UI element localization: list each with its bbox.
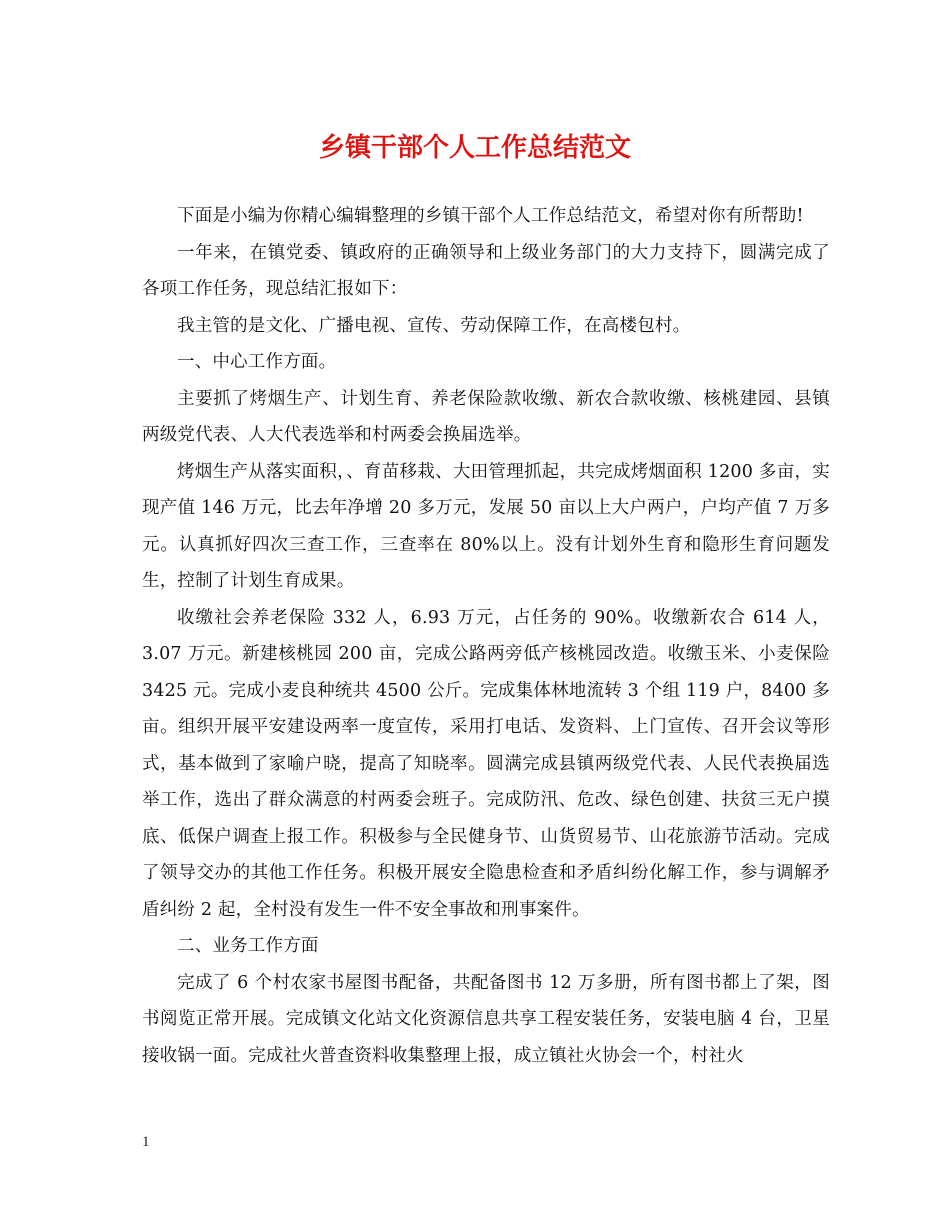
paragraph-main-tasks: 主要抓了烤烟生产、计划生育、养老保险款收缴、新农合款收缴、核桃建园、县镇两级党代表、人大代表选举和村两委会换届选举。 bbox=[142, 388, 830, 445]
paragraph-tobacco-production: 烤烟生产从落实面积，、育苗移栽、大田管理抓起，共完成烤烟面积 1200 多亩，实现产值 146 万元，比去年净增 20 多万元，发展 50 亩以上大户两户，户均产值 7 万多元。认真抓好四次三查工作，三查率在 80%以上。没有计划外生育和隐形生育问题发生，控制了计划生育成果。 bbox=[142, 461, 830, 591]
paragraph-insurance-and-projects: 收缴社会养老保险 332 人，6.93 万元，占任务的 90%。收缴新农合 614 人，3.07 万元。新建核桃园 200 亩，完成公路两旁低产核桃园改造。收缴玉米、小麦保险 3425 元。完成小麦良种统共 4500 公斤。完成集体林地流转 3 个组 119 户，8400 多亩。组织开展平安建设两率一度宣传，采用打电话、发资料、上门宣传、召开会议等形式，基本做到了家喻户晓，提高了知晓率。圆满完成县镇两级党代表、人民代表换届选举工作，选出了群众满意的村两委会班子。完成防汛、危改、绿色创建、扶贫三无户摸底、低保户调查上报工作。积极参与全民健身节、山货贸易节、山花旅游节活动。完成了领导交办的其他工作任务。积极开展安全隐患检查和矛盾纠纷化解工作，参与调解矛盾纠纷 2 起，全村没有发生一件不安全事故和刑事案件。 bbox=[142, 607, 830, 920]
document-body bbox=[142, 198, 830, 1074]
page-number: 1 bbox=[142, 1134, 150, 1150]
paragraph-intro: 下面是小编为你精心编辑整理的乡镇干部个人工作总结范文，希望对你有所帮助! bbox=[177, 206, 804, 226]
paragraph-library-and-culture: 完成了 6 个村农家书屋图书配备，共配备图书 12 万多册，所有图书都上了架，图书阅览正常开展。完成镇文化站文化资源信息共享工程安装任务，安装电脑 4 台，卫星接收锅一面。完成社火普查资料收集整理上报，成立镇社火协会一个，村社火 bbox=[142, 972, 830, 1066]
section-heading-central-work: 一、中心工作方面。 bbox=[177, 352, 337, 372]
paragraph-summary-lead: 一年来，在镇党委、镇政府的正确领导和上级业务部门的大力支持下，圆满完成了各项工作任务，现总结汇报如下： bbox=[142, 242, 830, 299]
section-heading-business-work: 二、业务工作方面 bbox=[177, 936, 319, 956]
paragraph-responsibilities: 我主管的是文化、广播电视、宣传、劳动保障工作，在高楼包村。 bbox=[177, 315, 691, 336]
document-title: 乡镇干部个人工作总结范文 bbox=[318, 133, 631, 163]
